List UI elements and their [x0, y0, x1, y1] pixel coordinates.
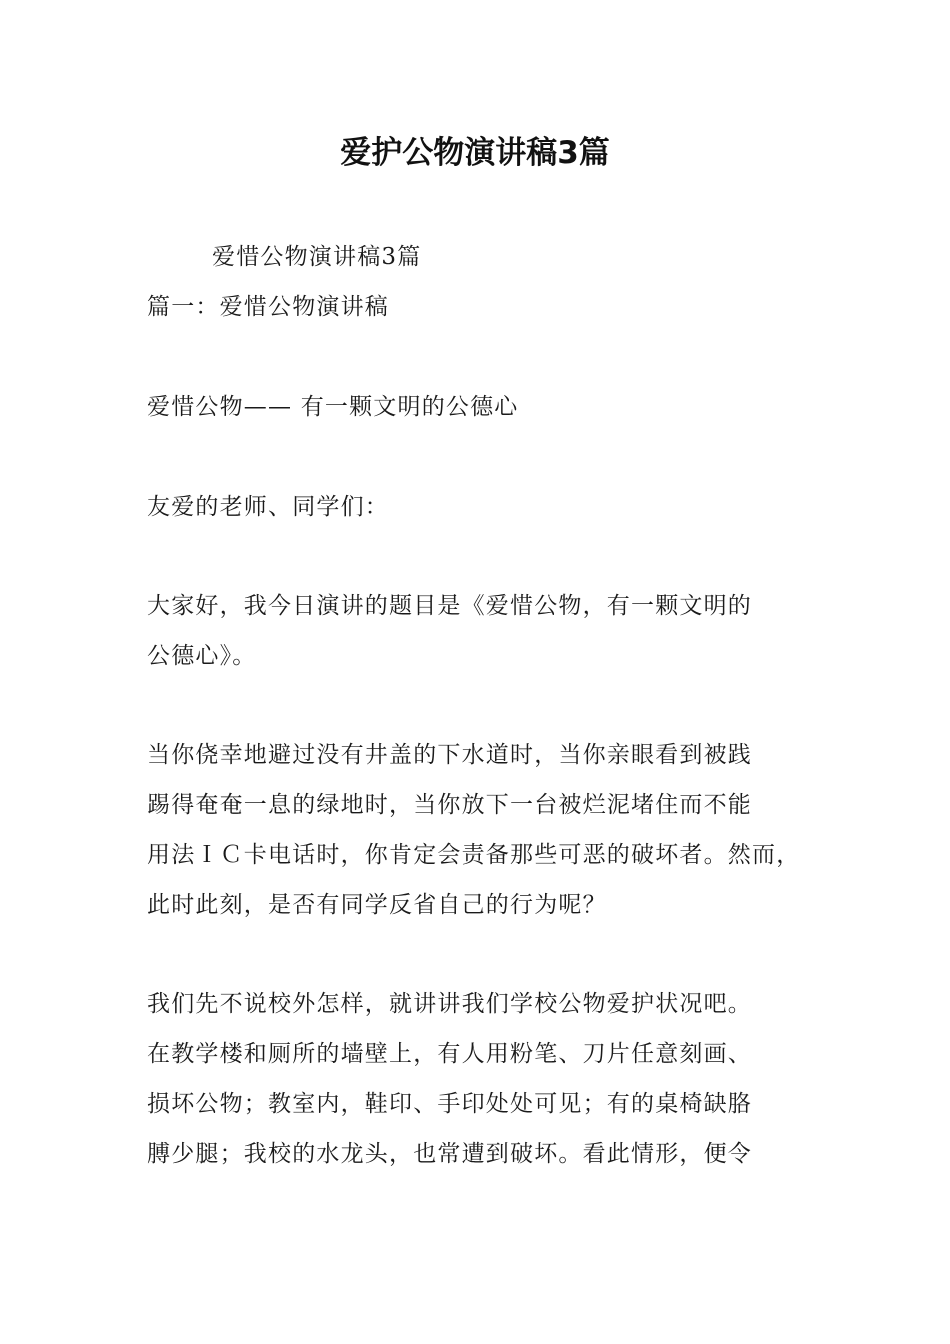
subtitle: 爱惜公物演讲稿3篇 [212, 244, 422, 270]
greeting: 友爱的老师、同学们： [147, 494, 389, 520]
paragraph-line: 当你侥幸地避过没有井盖的下水道时，当你亲眼看到被践 [147, 742, 752, 768]
document-title: 爱护公物演讲稿3篇 [340, 135, 610, 171]
paragraph-line: 损坏公物；教室内，鞋印、手印处处可见；有的桌椅缺胳 [147, 1091, 752, 1117]
speech-title: 爱惜公物—— 有一颗文明的公德心 [147, 394, 519, 420]
paragraph-line: 我们先不说校外怎样，就讲讲我们学校公物爱护状况吧。 [147, 991, 752, 1017]
paragraph-line: 大家好，我今日演讲的题目是《爱惜公物，有一颗文明的 [147, 593, 752, 619]
paragraph-line: 膊少腿；我校的水龙头，也常遭到破坏。看此情形，便令 [147, 1141, 752, 1167]
paragraph-line: 此时此刻，是否有同学反省自己的行为呢？ [147, 892, 607, 918]
paragraph-line: 在教学楼和厕所的墙壁上，有人用粉笔、刀片任意刻画、 [147, 1041, 752, 1067]
section-heading: 篇一：爱惜公物演讲稿 [147, 294, 389, 320]
paragraph-line: 用法ＩＣ卡电话时，你肯定会责备那些可恶的破坏者。然而， [147, 842, 801, 868]
paragraph-line: 公德心》。 [147, 643, 257, 669]
paragraph-line: 踢得奄奄一息的绿地时，当你放下一台被烂泥堵住而不能 [147, 792, 752, 818]
